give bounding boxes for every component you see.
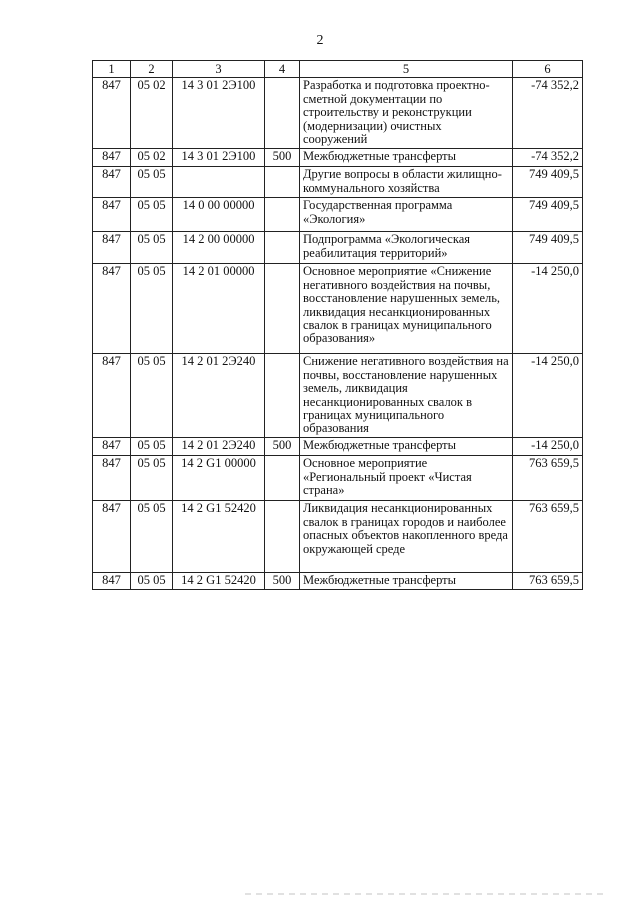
expense-type-cell xyxy=(265,264,300,354)
amount-cell: -74 352,2 xyxy=(513,149,583,167)
page-number: 2 xyxy=(316,33,324,48)
table-row xyxy=(93,264,583,354)
column-header: 5 xyxy=(300,61,513,78)
amount-cell: -14 250,0 xyxy=(513,264,583,354)
expense-type-cell xyxy=(265,232,300,264)
expense-type-cell: 500 xyxy=(265,573,300,590)
section-code-cell: 05 05 xyxy=(131,232,173,264)
item-name-cell: Основное мероприятие «Снижение негативного воздействия на почвы, восстановление нарушенных земель, ликвидация несанкционированных свалок в границах муниципального образования» xyxy=(300,264,513,354)
expense-type-cell xyxy=(265,167,300,198)
table-row xyxy=(93,354,583,438)
target-article-cell: 14 2 01 2Э240 xyxy=(173,438,265,456)
agency-code-cell: 847 xyxy=(93,438,131,456)
agency-code-cell: 847 xyxy=(93,501,131,573)
expense-type-cell xyxy=(265,456,300,501)
column-header: 1 xyxy=(93,61,131,78)
table-row xyxy=(93,456,583,501)
target-article-cell: 14 2 01 2Э240 xyxy=(173,354,265,438)
expense-type-cell: 500 xyxy=(265,149,300,167)
target-article-cell: 14 2 00 00000 xyxy=(173,232,265,264)
agency-code-cell: 847 xyxy=(93,456,131,501)
section-code-cell: 05 05 xyxy=(131,198,173,232)
expense-type-cell xyxy=(265,78,300,149)
agency-code-cell: 847 xyxy=(93,78,131,149)
target-article-cell xyxy=(173,167,265,198)
section-code-cell: 05 02 xyxy=(131,78,173,149)
item-name-cell: Ликвидация несанкционированных свалок в границах городов и наиболее опасных объектов накопленного вреда окружающей среде xyxy=(300,501,513,573)
agency-code-cell: 847 xyxy=(93,232,131,264)
agency-code-cell: 847 xyxy=(93,149,131,167)
amount-cell: 749 409,5 xyxy=(513,198,583,232)
column-header: 3 xyxy=(173,61,265,78)
table-header-row xyxy=(93,61,583,78)
table-row xyxy=(93,198,583,232)
expense-type-cell: 500 xyxy=(265,438,300,456)
target-article-cell: 14 3 01 2Э100 xyxy=(173,78,265,149)
agency-code-cell: 847 xyxy=(93,264,131,354)
section-code-cell: 05 05 xyxy=(131,501,173,573)
section-code-cell: 05 05 xyxy=(131,438,173,456)
amount-cell: -14 250,0 xyxy=(513,354,583,438)
table-row xyxy=(93,232,583,264)
item-name-cell: Разработка и подготовка проектно-сметной документации по строительству и реконструкции (модернизации) очистных сооружений xyxy=(300,78,513,149)
amount-cell: -74 352,2 xyxy=(513,78,583,149)
agency-code-cell: 847 xyxy=(93,198,131,232)
table-row xyxy=(93,78,583,149)
table-row xyxy=(93,501,583,573)
section-code-cell: 05 05 xyxy=(131,354,173,438)
table-row xyxy=(93,573,583,590)
item-name-cell: Межбюджетные трансферты xyxy=(300,438,513,456)
item-name-cell: Государственная программа «Экология» xyxy=(300,198,513,232)
table-row xyxy=(93,438,583,456)
target-article-cell: 14 2 G1 52420 xyxy=(173,501,265,573)
expense-type-cell xyxy=(265,198,300,232)
agency-code-cell: 847 xyxy=(93,167,131,198)
column-header: 2 xyxy=(131,61,173,78)
target-article-cell: 14 2 G1 52420 xyxy=(173,573,265,590)
column-header: 6 xyxy=(513,61,583,78)
amount-cell: -14 250,0 xyxy=(513,438,583,456)
scan-artifact-line xyxy=(245,893,605,895)
section-code-cell: 05 05 xyxy=(131,167,173,198)
target-article-cell: 14 2 G1 00000 xyxy=(173,456,265,501)
amount-cell: 763 659,5 xyxy=(513,456,583,501)
item-name-cell: Снижение негативного воздействия на почвы, восстановление нарушенных земель, ликвидация несанкционированных свалок в границах муниципального образования xyxy=(300,354,513,438)
amount-cell: 749 409,5 xyxy=(513,232,583,264)
agency-code-cell: 847 xyxy=(93,573,131,590)
item-name-cell: Межбюджетные трансферты xyxy=(300,149,513,167)
item-name-cell: Основное мероприятие «Региональный проект «Чистая страна» xyxy=(300,456,513,501)
expense-type-cell xyxy=(265,501,300,573)
section-code-cell: 05 02 xyxy=(131,149,173,167)
item-name-cell: Межбюджетные трансферты xyxy=(300,573,513,590)
agency-code-cell: 847 xyxy=(93,354,131,438)
section-code-cell: 05 05 xyxy=(131,573,173,590)
section-code-cell: 05 05 xyxy=(131,264,173,354)
expense-type-cell xyxy=(265,354,300,438)
target-article-cell: 14 2 01 00000 xyxy=(173,264,265,354)
amount-cell: 763 659,5 xyxy=(513,573,583,590)
table-row xyxy=(93,167,583,198)
amount-cell: 749 409,5 xyxy=(513,167,583,198)
target-article-cell: 14 3 01 2Э100 xyxy=(173,149,265,167)
section-code-cell: 05 05 xyxy=(131,456,173,501)
amount-cell: 763 659,5 xyxy=(513,501,583,573)
column-header: 4 xyxy=(265,61,300,78)
item-name-cell: Подпрограмма «Экологическая реабилитация территорий» xyxy=(300,232,513,264)
item-name-cell: Другие вопросы в области жилищно-коммунального хозяйства xyxy=(300,167,513,198)
target-article-cell: 14 0 00 00000 xyxy=(173,198,265,232)
budget-table xyxy=(92,60,583,590)
table-row xyxy=(93,149,583,167)
